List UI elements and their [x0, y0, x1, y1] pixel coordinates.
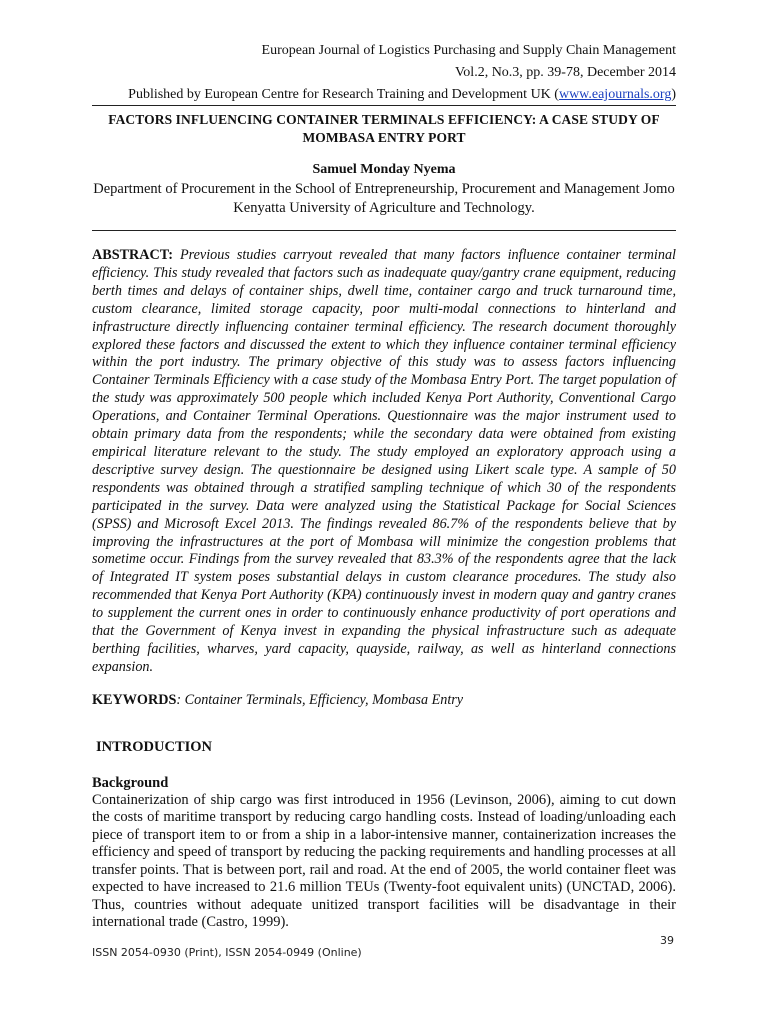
publisher-prefix: Published by European Centre for Research Training and Development UK (	[128, 87, 559, 102]
abstract-label: ABSTRACT:	[92, 247, 173, 263]
background-paragraph: Containerization of ship cargo was first introduced in 1956 (Levinson, 2006), aiming to cut down the costs of maritime transport by reducing cargo handling costs. Instead of loading/unloading each piece of transport item to or from a ship in a labor-intensive manner, containerization increases the efficiency and speed of transport by reducing the packing requirements and handling processes at all transfer points. That is between port, rail and road. At the end of 2005, the world container fleet was expected to have increased to 21.6 million TEUs (Twenty-foot equivalent units) (UNCTAD, 2006). Thus, countries without adequate unitized transport facilities will be disadvantage in their international trade (Castro, 1999).	[92, 791, 676, 931]
keywords-text: : Container Terminals, Efficiency, Mombasa Entry	[176, 691, 464, 708]
paper-title: FACTORS INFLUENCING CONTAINER TERMINALS EFFICIENCY: A CASE STUDY OF MOMBASA ENTRY PORT	[108, 112, 660, 145]
abstract-text: Previous studies carryout revealed that many factors influence container terminal efficiency. This study revealed that factors such as inadequate quay/gantry crane equipment, reducing berth times and delays of container ships, dwell time, container cargo and truck turnaround time, custom clearance, limited storage capacity, poor multi-modal connections to hinterland and infrastructure directly influencing container terminal efficiency. The research document thoroughly explored these factors and discussed the extent to which they influence container terminal efficiency within the port industry. The primary objective of this study was to assess factors influencing Container Terminals Efficiency with a case study of the Mombasa Entry Port. The target population of the study was approximately 500 people which included Kenya Port Authority, Conventional Cargo Operations, and Container Terminal Operations. Questionnaire was the major instrument used to obtain primary data from the respondents; while the secondary data were obtained from existing empirical literature relevant to the study. The study employed an exploratory approach using a descriptive survey design. The questionnaire be designed using Likert scale type. A sample of 50 respondents was obtained through a stratified sampling technique of which 30 of the respondents participated in the survey. Data were analyzed using the Statistical Package for Social Sciences (SPSS) and Microsoft Excel 2013. The findings revealed 86.7% of the respondents believe that by improving the infrastructures at the port of Mombasa will minimize the congestion problems that sometime occur. Findings from the survey revealed that 83.3% of the respondents agree that the lack of Integrated IT system poses substantial delays in custom clearance procedures. The study also recommended that Kenya Port Authority (KPA) continuously invest in modern quay and gantry cranes to supplement the current ones in order to continuously enhance productivity of port operations and that the Government of Kenya invest in expanding the physical infrastructure such as adequate berthing facilities, wharves, yard capacity, quayside, railway, as well as hinterland connections expansion.	[92, 247, 677, 675]
publisher-suffix: )	[671, 87, 676, 102]
issn-footer: ISSN 2054-0930 (Print), ISSN 2054-0949 (Online)	[92, 946, 362, 959]
publisher-line	[92, 86, 676, 106]
background-heading: Background	[92, 774, 169, 791]
keywords-label: KEYWORDS	[92, 691, 177, 708]
abstract	[92, 247, 676, 677]
paper-author: Samuel Monday Nyema	[312, 162, 456, 177]
journal-volume: Vol.2, No.3, pp. 39-78, December 2014	[455, 65, 676, 80]
paper-page	[92, 0, 676, 932]
page-number: 39	[660, 934, 674, 947]
author-affiliation: Department of Procurement in the School of Entrepreneurship, Procurement and Management Jomo Kenyatta University of Agriculture and Technology.	[93, 181, 675, 216]
journal-name: European Journal of Logistics Purchasing and Supply Chain Management	[261, 43, 676, 58]
introduction-heading: INTRODUCTION	[96, 738, 213, 755]
title-divider	[92, 230, 676, 231]
publisher-link[interactable]: www.eajournals.org	[558, 87, 672, 102]
keywords	[92, 691, 676, 709]
